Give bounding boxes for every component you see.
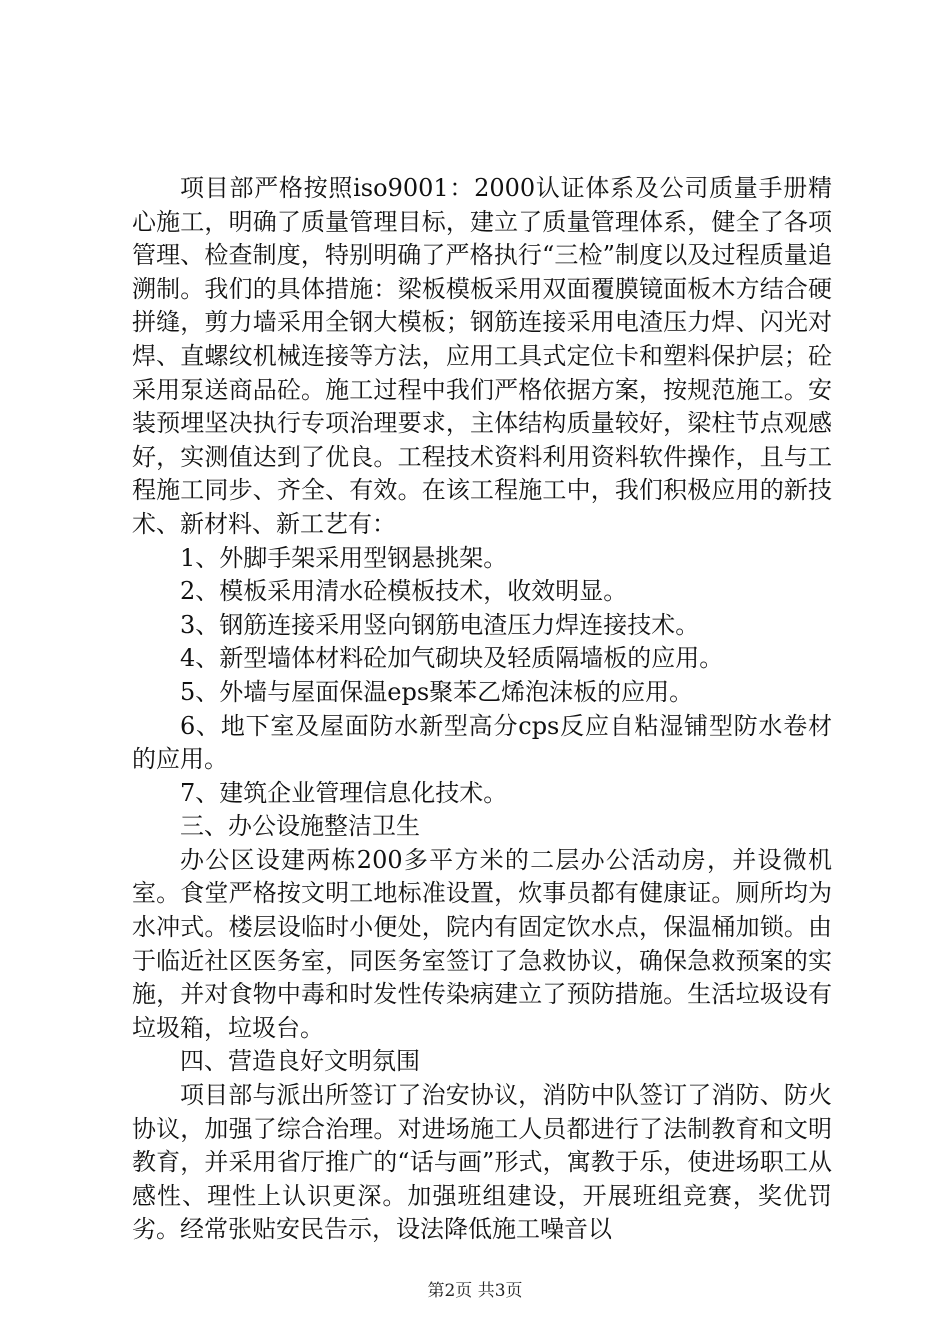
page-number: 第2页 共3页 <box>427 1281 523 1301</box>
list-item-technology-1: 1、外脚手架采用型钢悬挑架。 <box>180 543 508 572</box>
list-item-technology-4: 4、新型墙体材料砼加气砌块及轻质隔墙板的应用。 <box>180 644 724 673</box>
list-item-technology-3: 3、钢筋连接采用竖向钢筋电渣压力焊连接技术。 <box>180 610 700 639</box>
list-item-technology-7: 7、建筑企业管理信息化技术。 <box>180 778 508 807</box>
document-body <box>132 172 832 1247</box>
list-item-technology-6: 6、地下室及屋面防水新型高分cps反应自粘湿铺型防水卷材的应用。 <box>132 711 832 774</box>
section-heading-civilized-atmosphere: 四、营造良好文明氛围 <box>180 1047 420 1076</box>
paragraph-civilized-atmosphere: 项目部与派出所签订了治安协议，消防中队签订了消防、防火协议，加强了综合治理。对进场施工人员都进行了法制教育和文明教育，并采用省厅推广的“话与画”形式，寓教于乐，使进场职工从感性、理性上认识更深。加强班组建设，开展班组竞赛，奖优罚劣。经常张贴安民告示，设法降低施工噪音以 <box>132 1081 832 1244</box>
section-heading-office-facilities: 三、办公设施整洁卫生 <box>180 812 420 841</box>
paragraph-quality-measures: 项目部严格按照iso9001：2000认证体系及公司质量手册精心施工，明确了质量管理目标，建立了质量管理体系，健全了各项管理、检查制度，特别明确了严格执行“三检”制度以及过程质量追溯制。我们的具体措施：梁板模板采用双面覆膜镜面板木方结合硬拼缝，剪力墙采用全钢大模板；钢筋连接采用电渣压力焊、闪光对焊、直螺纹机械连接等方法，应用工具式定位卡和塑料保护层；砼采用泵送商品砼。施工过程中我们严格依据方案，按规范施工。安装预埋坚决执行专项治理要求，主体结构质量较好，梁柱节点观感好，实测值达到了优良。工程技术资料利用资料软件操作，且与工程施工同步、齐全、有效。在该工程施工中，我们积极应用的新技术、新材料、新工艺有： <box>132 174 832 538</box>
page-footer <box>0 1276 950 1301</box>
paragraph-office-facilities: 办公区设建两栋200多平方米的二层办公活动房，并设微机室。食堂严格按文明工地标准设置，炊事员都有健康证。厕所均为水冲式。楼层设临时小便处，院内有固定饮水点，保温桶加锁。由于临近社区医务室，同医务室签订了急救协议，确保急救预案的实施，并对食物中毒和时发性传染病建立了预防措施。生活垃圾设有垃圾箱，垃圾台。 <box>132 845 832 1042</box>
list-item-technology-5: 5、外墙与屋面保温eps聚苯乙烯泡沫板的应用。 <box>180 677 694 706</box>
list-item-technology-2: 2、模板采用清水砼模板技术，收效明显。 <box>180 577 628 606</box>
